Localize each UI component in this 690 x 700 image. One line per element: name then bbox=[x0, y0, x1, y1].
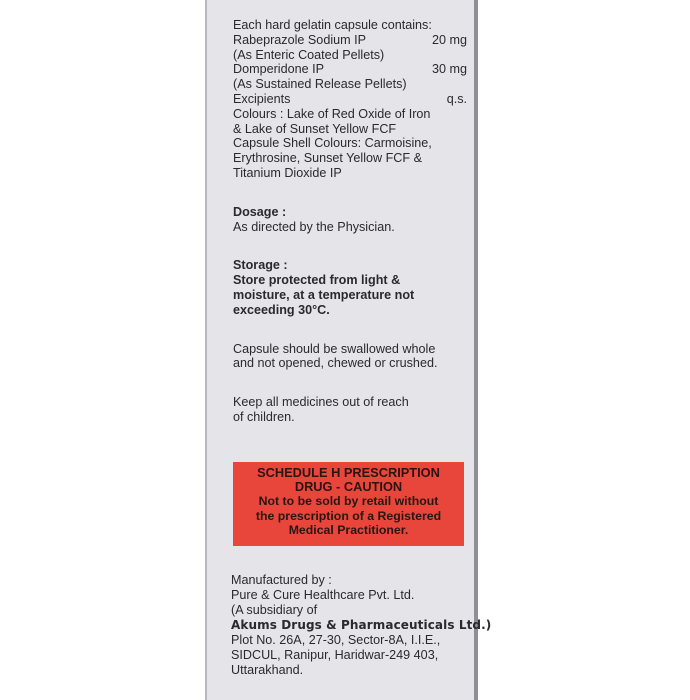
warning-line: Medical Practitioner. bbox=[288, 522, 409, 537]
ingredient-name: (As Sustained Release Pellets) bbox=[233, 77, 407, 92]
dosage-heading: Dosage : bbox=[233, 204, 287, 219]
parent-company: Akums Drugs & Pharmaceuticals Ltd.) bbox=[231, 618, 492, 632]
storage-line: Store protected from light & bbox=[233, 273, 401, 288]
schedule-h-warning-box bbox=[233, 462, 464, 546]
dosage-text: As directed by the Physician. bbox=[233, 219, 395, 234]
storage-line: moisture, at a temperature not bbox=[233, 287, 415, 302]
warning-line: the prescription of a Registered bbox=[255, 508, 442, 523]
colours-line: Colours : Lake of Red Oxide of Iron bbox=[233, 106, 431, 121]
address-line: Uttarakhand. bbox=[231, 663, 304, 677]
label-text-block bbox=[233, 18, 473, 425]
ingredient-name: (As Enteric Coated Pellets) bbox=[233, 47, 385, 62]
colours-line: Capsule Shell Colours: Carmoisine, bbox=[233, 136, 432, 151]
colours-line: Titanium Dioxide IP bbox=[233, 165, 342, 180]
ingredient-amount bbox=[467, 48, 473, 63]
storage-line: exceeding 30°C. bbox=[233, 302, 330, 317]
keep-note-line: of children. bbox=[233, 409, 295, 424]
manufacturer-label: Manufactured by : bbox=[231, 573, 332, 587]
ingredient-row bbox=[233, 62, 473, 77]
ingredient-name: Excipients bbox=[233, 91, 291, 106]
ingredient-row bbox=[233, 33, 473, 48]
ingredient-row bbox=[233, 48, 473, 63]
storage-heading: Storage : bbox=[233, 258, 288, 273]
ingredient-row bbox=[233, 77, 473, 92]
subsidiary-line: (A subsidiary of bbox=[231, 603, 318, 617]
ingredient-name: Domperidone IP bbox=[233, 62, 325, 77]
composition-intro: Each hard gelatin capsule contains: bbox=[233, 18, 432, 32]
ingredient-name: Rabeprazole Sodium IP bbox=[233, 32, 367, 47]
ingredient-row bbox=[233, 92, 473, 107]
warning-line: Not to be sold by retail without bbox=[258, 494, 439, 509]
warning-line: DRUG - CAUTION bbox=[294, 479, 403, 495]
manufacturer-block bbox=[231, 573, 492, 678]
swallow-note-line: and not opened, chewed or crushed. bbox=[233, 356, 438, 371]
ingredient-amount: 30 mg bbox=[431, 62, 467, 77]
manufacturer-name: Pure & Cure Healthcare Pvt. Ltd. bbox=[231, 588, 415, 602]
address-line: Plot No. 26A, 27-30, Sector-8A, I.I.E., bbox=[231, 633, 441, 647]
keep-note-line: Keep all medicines out of reach bbox=[233, 395, 409, 410]
ingredient-amount bbox=[467, 77, 473, 92]
warning-line: SCHEDULE H PRESCRIPTION bbox=[257, 465, 440, 480]
swallow-note-line: Capsule should be swallowed whole bbox=[233, 341, 436, 356]
ingredient-amount: 20 mg bbox=[431, 32, 467, 47]
colours-line: Erythrosine, Sunset Yellow FCF & bbox=[233, 151, 422, 166]
ingredient-amount: q.s. bbox=[446, 91, 467, 106]
colours-line: & Lake of Sunset Yellow FCF bbox=[233, 121, 397, 136]
address-line: SIDCUL, Ranipur, Haridwar-249 403, bbox=[231, 648, 439, 662]
